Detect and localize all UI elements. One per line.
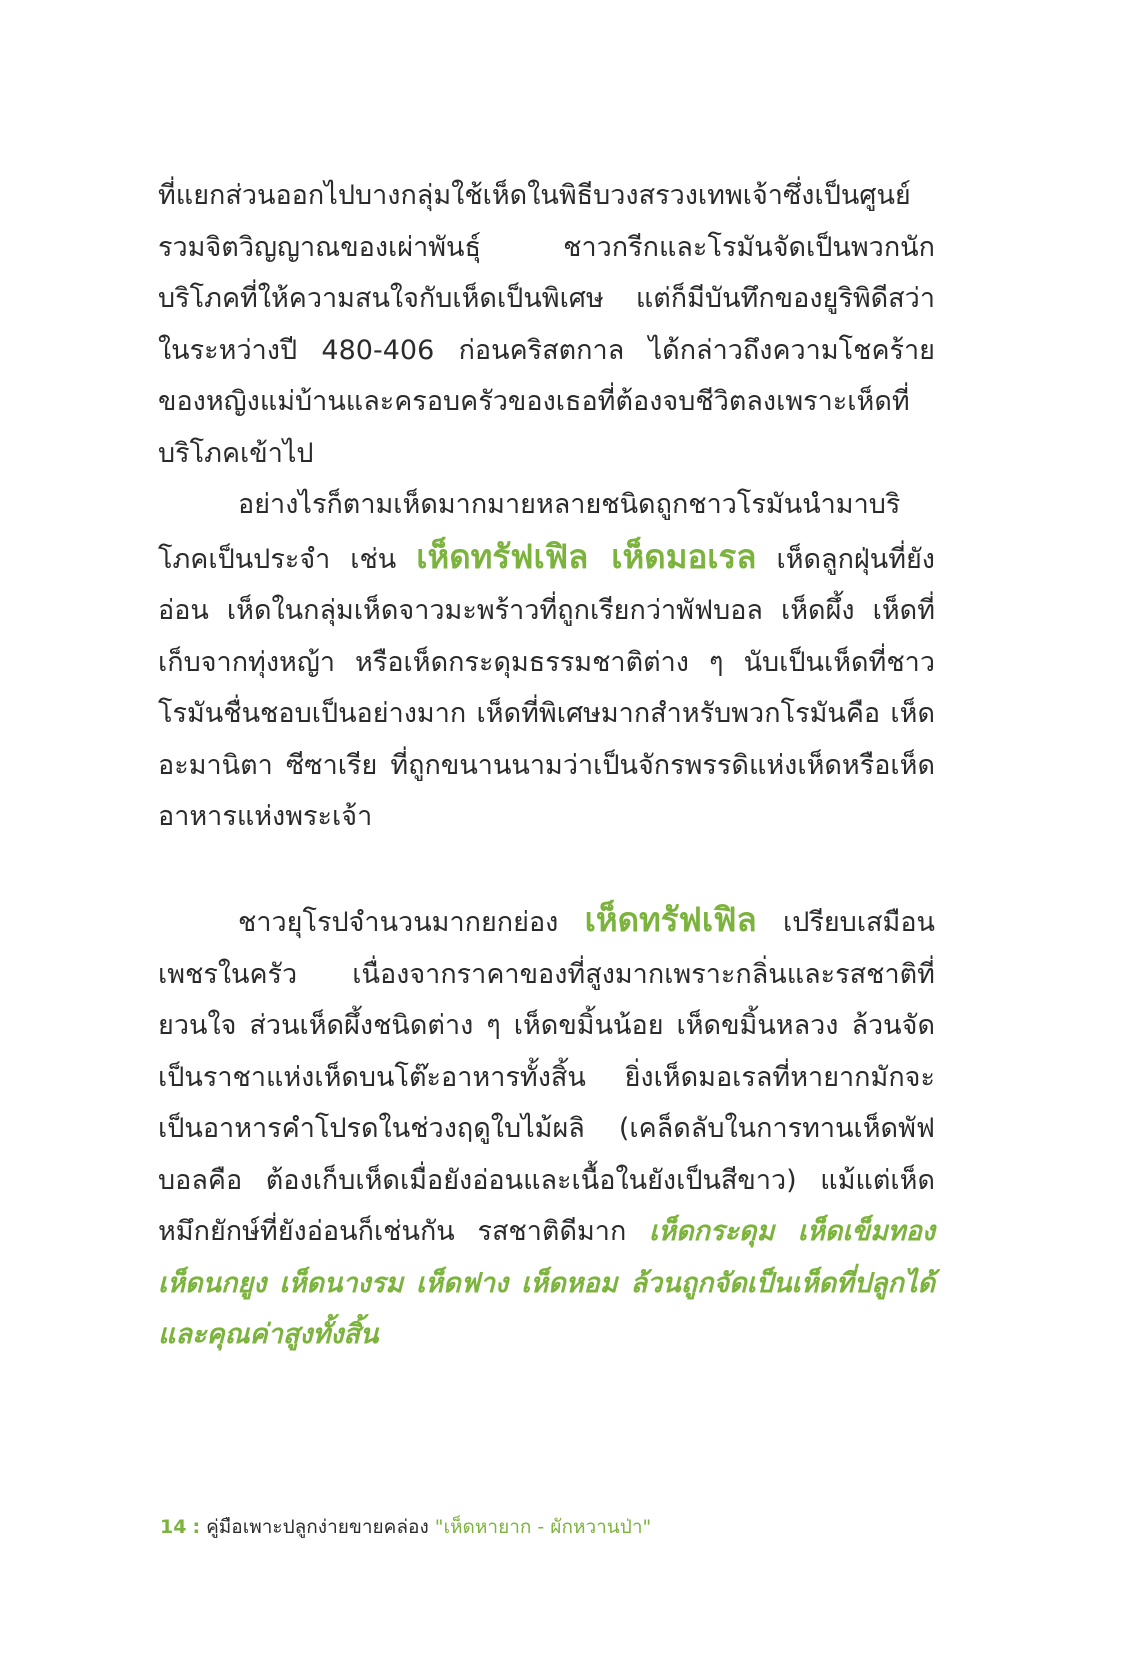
- footer-separator: :: [192, 1516, 201, 1538]
- paragraph-2-text-before: อย่างไรก็ตามเห็ดมากมายหลายชนิดถูกชาวโรมันนำมาบริโภคเป็นประจำ เช่น: [158, 489, 901, 575]
- paragraph-3-text-middle: เปรียบเสมือนเพชรในครัว เนื่องจากราคาของที่สูงมากเพราะกลิ่นและรสชาติที่ยวนใจ ส่วนเห็ดผึ้งชนิดต่าง ๆ เห็ดขมิ้นน้อย เห็ดขมิ้นหลวง ล้วนจัดเป็นราชาแห่งเห็ดบนโต๊ะอาหารทั้งสิ้น ยิ่งเห็ดมอเรลที่หายากมักจะเป็นอาหารคำโปรดในช่วงฤดูใบไม้ผลิ (เคล็ดลับในการทานเห็ดพัฟบอลคือ ต้องเก็บเห็ดเมื่อยังอ่อนและเนื้อในยังเป็นสีขาว) แม้แต่เห็ดหมึกยักษ์ที่ยังอ่อนก็เช่นกัน รสชาติดีมาก: [158, 907, 935, 1247]
- page-footer: [160, 1512, 651, 1542]
- paragraph-3: [158, 894, 935, 1361]
- paragraph-2: [158, 479, 935, 843]
- series-title: เห็ดหายาก - ผักหวานป่า: [443, 1516, 643, 1538]
- page-number: 14: [160, 1516, 187, 1538]
- quote-open: ": [434, 1516, 444, 1538]
- quote-close: ": [642, 1516, 652, 1538]
- paragraph-gap: [158, 843, 935, 895]
- paragraph-2-highlight: เห็ดทรัฟเฟิล เห็ดมอเรล: [416, 536, 757, 576]
- paragraph-3-text-before: ชาวยุโรปจำนวนมากยกย่อง: [238, 907, 585, 938]
- paragraph-3-highlight-italic: เห็ดกระดุม เห็ดเข็มทอง เห็ดนกยูง เห็ดนางรม เห็ดฟาง เห็ดหอม ล้วนถูกจัดเป็นเห็ดที่ปลูกได้และคุณค่าสูงทั้งสิ้น: [158, 1216, 935, 1350]
- paragraph-1-text: ที่แยกส่วนออกไปบางกลุ่มใช้เห็ดในพิธีบวงสรวงเทพเจ้าซึ่งเป็นศูนย์รวมจิตวิญญาณของเผ่าพันธุ์ ชาวกรีกและโรมันจัดเป็นพวกนักบริโภคที่ให้ความสนใจกับเห็ดเป็นพิเศษ แต่ก็มีบันทึกของยูริพิดีสว่า ในระหว่างปี 480-406 ก่อนคริสตกาล ได้กล่าวถึงความโชคร้ายของหญิงแม่บ้านและครอบครัวของเธอที่ต้องจบชีวิตลงเพราะเห็ดที่บริโภคเข้าไป: [158, 180, 935, 469]
- paragraph-2-text-after: เห็ดลูกฝุ่นที่ยังอ่อน เห็ดในกลุ่มเห็ดจาวมะพร้าวที่ถูกเรียกว่าพัฟบอล เห็ดผึ้ง เห็ดที่เก็บจากทุ่งหญ้า หรือเห็ดกระดุมธรรมชาติต่าง ๆ นับเป็นเห็ดที่ชาวโรมันชื่นชอบเป็นอย่างมาก เห็ดที่พิเศษมากสำหรับพวกโรมันคือ เห็ดอะมานิตา ซีซาเรีย ที่ถูกขนานนามว่าเป็นจักรพรรดิแห่งเห็ดหรือเห็ดอาหารแห่งพระเจ้า: [158, 543, 935, 832]
- article-body: [158, 170, 935, 1361]
- book-title: คู่มือเพาะปลูกง่ายขายคล่อง: [206, 1516, 429, 1538]
- paragraph-3-highlight: เห็ดทรัฟเฟิล: [584, 900, 757, 939]
- paragraph-1: [158, 170, 935, 479]
